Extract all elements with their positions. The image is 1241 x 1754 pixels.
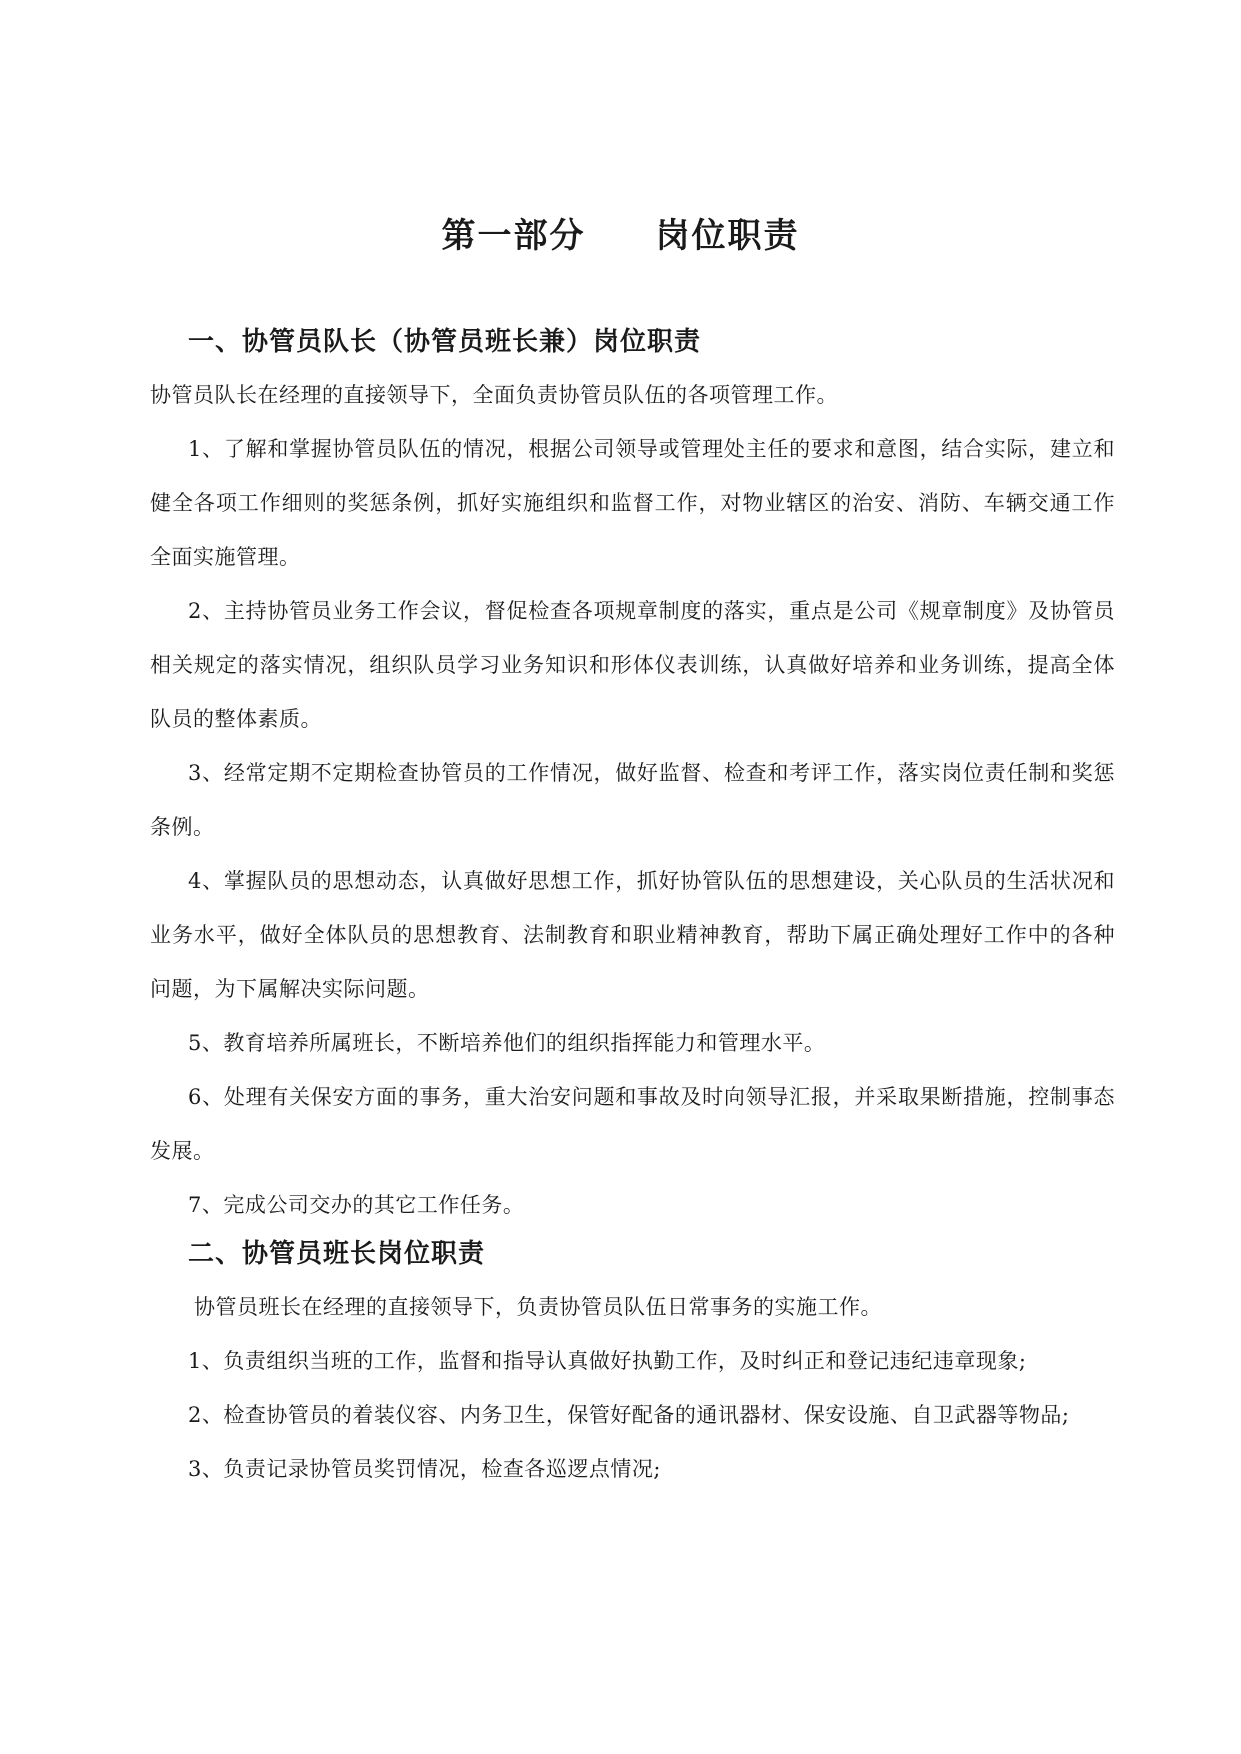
page-title: [0, 208, 1241, 257]
section-team-leader: [150, 322, 1115, 1232]
list-item: 4、掌握队员的思想动态，认真做好思想工作，抓好协管队伍的思想建设，关心队员的生活状况和业务水平，做好全体队员的思想教育、法制教育和职业精神教育，帮助下属正确处理好工作中的各种问题，为下属解决实际问题。: [150, 869, 1115, 1001]
list-item: 3、负责记录协管员奖罚情况，检查各巡逻点情况;: [188, 1457, 661, 1481]
title-name: 岗位职责: [655, 216, 800, 256]
list-item: 3、经常定期不定期检查协管员的工作情况，做好监督、检查和考评工作，落实岗位责任制和奖惩条例。: [150, 761, 1115, 839]
title-part: 第一部分: [441, 216, 586, 256]
list-item: 6、处理有关保安方面的事务，重大治安问题和事故及时向领导汇报，并采取果断措施，控制事态发展。: [150, 1085, 1115, 1163]
section-heading: 一、协管员队长（协管员班长兼）岗位职责: [188, 327, 702, 357]
list-item: 5、教育培养所属班长，不断培养他们的组织指挥能力和管理水平。: [188, 1031, 826, 1055]
section-squad-leader: [150, 1234, 1115, 1496]
list-item: 1、了解和掌握协管员队伍的情况，根据公司领导或管理处主任的要求和意图，结合实际，建立和健全各项工作细则的奖惩条例，抓好实施组织和监督工作，对物业辖区的治安、消防、车辆交通工作全面实施管理。: [150, 437, 1115, 569]
section-intro: 协管员队长在经理的直接领导下，全面负责协管员队伍的各项管理工作。: [150, 383, 838, 407]
list-item: 2、主持协管员业务工作会议，督促检查各项规章制度的落实，重点是公司《规章制度》及协管员相关规定的落实情况，组织队员学习业务知识和形体仪表训练，认真做好培养和业务训练，提高全体队员的整体素质。: [150, 599, 1115, 731]
list-item: 1、负责组织当班的工作，监督和指导认真做好执勤工作，及时纠正和登记违纪违章现象;: [188, 1349, 1027, 1373]
section-heading: 二、协管员班长岗位职责: [188, 1239, 486, 1269]
section-intro: 协管员班长在经理的直接领导下，负责协管员队伍日常事务的实施工作。: [194, 1295, 882, 1319]
list-item: 7、完成公司交办的其它工作任务。: [188, 1193, 525, 1217]
document-body: [150, 322, 1115, 1496]
list-item: 2、检查协管员的着装仪容、内务卫生，保管好配备的通讯器材、保安设施、自卫武器等物品;: [188, 1403, 1070, 1427]
